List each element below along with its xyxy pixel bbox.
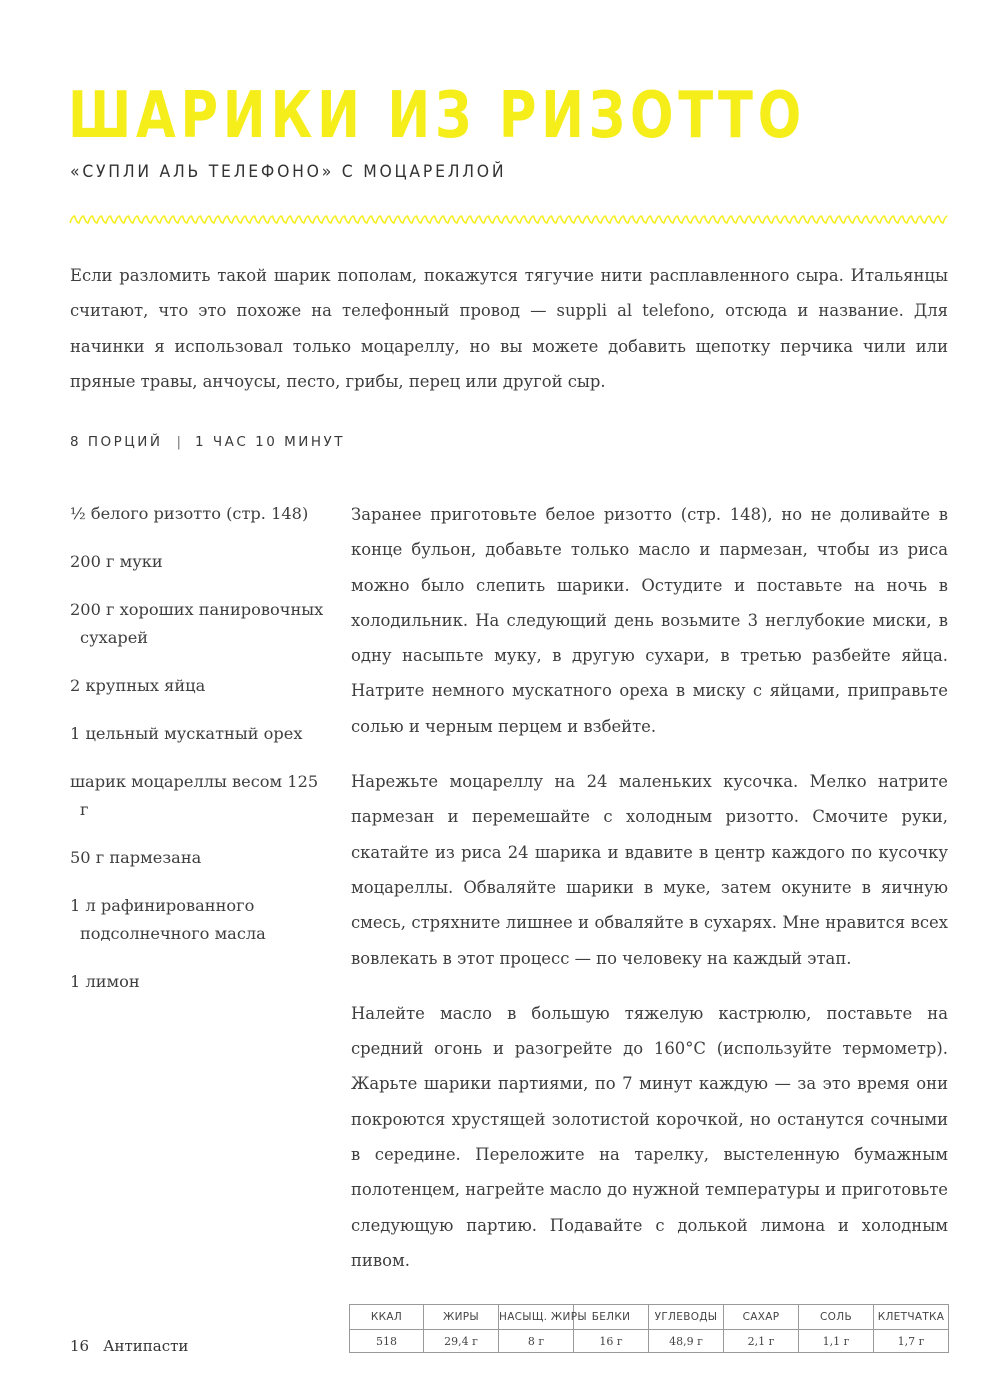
recipe-title: ШАРИКИ ИЗ РИЗОТТО: [68, 79, 807, 153]
page-number: 16: [70, 1337, 90, 1355]
method-step: Нарежьте моцареллу на 24 маленьких кусочка. Мелко натрите пармезан и перемешайте с холодным ризотто. Смочите руки, скатайте из риса 24 шарика и вдавите в центр каждого по кусочку моцареллы. Обваляйте шарики в муке, затем окуните в яичную смесь, стряхните лишнее и обваляйте в сухарях. Мне нравится всех вовлекать в этот процесс — по человеку на каждый этап.: [351, 772, 948, 968]
ingredient-item: ½ белого ризотто (стр. 148): [70, 504, 309, 523]
nutrition-header: ККАЛ: [350, 1305, 424, 1330]
nutrition-value: 2,1 г: [724, 1330, 799, 1353]
nutrition-table: [349, 1304, 949, 1353]
ingredient-item: 1 л рафинированного подсолнечного масла: [70, 896, 266, 943]
page-footer: [70, 1337, 188, 1355]
recipe-meta: [70, 434, 345, 450]
ingredient-item: 2 крупных яйца: [70, 676, 206, 695]
nutrition-value: 29,4 г: [424, 1330, 499, 1353]
ingredient-item: 1 цельный мускатный орех: [70, 724, 303, 743]
nutrition-value: 16 г: [574, 1330, 649, 1353]
method-step: Налейте масло в большую тяжелую кастрюлю, поставьте на средний огонь и разогрейте до 160°C (используйте термометр). Жарьте шарики партиями, по 7 минут каждую — за это время они покроются хрустящей золотистой корочкой, но останутся сочными в середине. Переложите на тарелку, выстеленную бумажным полотенцем, нагрейте масло до нужной температуры и приготовьте следующую партию. Подавайте с долькой лимона и холодным пивом.: [351, 1003, 948, 1270]
nutrition-value: 1,1 г: [799, 1330, 874, 1353]
meta-separator: |: [176, 434, 182, 450]
recipe-subtitle: «СУПЛИ АЛЬ ТЕЛЕФОНО» С МОЦАРЕЛЛОЙ: [70, 162, 507, 182]
intro-paragraph: Если разломить такой шарик пополам, покажутся тягучие нити расплавленного сыра. Итальянцы считают, что это похоже на телефонный провод — suppli al telefono, отсюда и название. Для начинки я использовал только моцареллу, но вы можете добавить щепотку перчика чили или пряные травы, анчоусы, песто, грибы, перец или другой сыр.: [70, 266, 948, 391]
nutrition-value: 48,9 г: [649, 1330, 724, 1353]
nutrition-header: БЕЛКИ: [574, 1305, 649, 1330]
ingredient-item: 50 г пармезана: [70, 848, 202, 867]
nutrition-value: 8 г: [499, 1330, 574, 1353]
cooking-time: 1 ЧАС 10 МИНУТ: [195, 434, 345, 450]
nutrition-header: САХАР: [724, 1305, 799, 1330]
ingredient-item: шарик моцареллы весом 125 г: [70, 772, 319, 819]
nutrition-value: 518: [350, 1330, 424, 1353]
method-section: [351, 497, 948, 1298]
nutrition-header: КЛЕТЧАТКА: [874, 1305, 949, 1330]
nutrition-value: 1,7 г: [874, 1330, 949, 1353]
section-name: Антипасти: [103, 1337, 189, 1355]
ingredients-list: [70, 500, 330, 1016]
decorative-wave-divider: [70, 212, 948, 226]
nutrition-value-row: [350, 1330, 949, 1353]
ingredient-item: 200 г муки: [70, 552, 163, 571]
method-step: Заранее приготовьте белое ризотто (стр. 148), но не доливайте в конце бульон, добавьте только масло и пармезан, чтобы из риса можно было слепить шарики. Остудите и поставьте на ночь в холодильник. На следующий день возьмите 3 неглубокие миски, в одну насыпьте муку, в другую сухари, в третью разбейте яйца. Натрите немного мускатного ореха в миску с яйцами, приправьте солью и черным перцем и взбейте.: [351, 505, 948, 736]
ingredient-item: 1 лимон: [70, 972, 140, 991]
nutrition-header: НАСЫЩ. ЖИРЫ: [499, 1305, 574, 1330]
nutrition-header: ЖИРЫ: [424, 1305, 499, 1330]
servings: 8 ПОРЦИЙ: [70, 434, 163, 450]
nutrition-header: УГЛЕВОДЫ: [649, 1305, 724, 1330]
nutrition-header: СОЛЬ: [799, 1305, 874, 1330]
ingredient-item: 200 г хороших панировочных сухарей: [70, 600, 324, 647]
nutrition-header-row: [350, 1305, 949, 1330]
